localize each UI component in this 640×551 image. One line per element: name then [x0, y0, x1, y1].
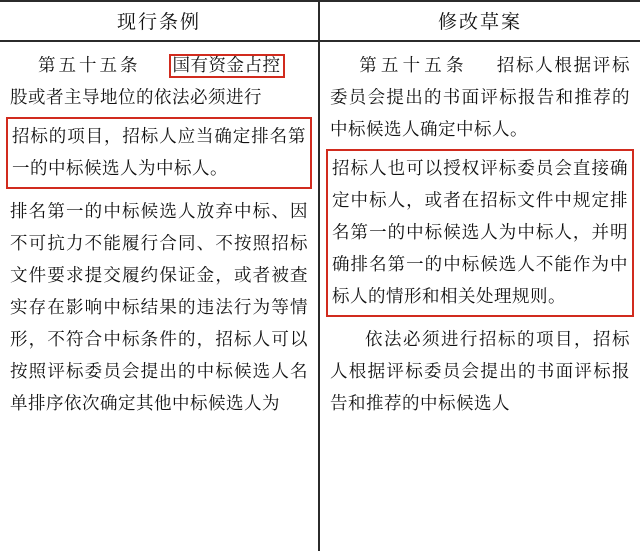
table-top-border-right [320, 0, 640, 2]
paragraph-draft-55-lead-text: 招标人根据评标委员会提出的书面评标报告和推荐的中标候选人确定中标人。 [330, 56, 631, 140]
paragraph-draft-55-lead [330, 50, 630, 146]
highlight-fragment-current: 国有资金占控 [169, 54, 285, 78]
column-header-draft: 修改草案 [320, 0, 640, 42]
column-header-current: 现行条例 [0, 0, 318, 42]
article-number-draft: 第五十五条 [358, 56, 468, 76]
paragraph-article-55-lead-cont: 股或者主导地位的依法必须进行 [10, 88, 262, 108]
column-draft-amendment [320, 0, 640, 551]
article-number-current: 第五十五条 [38, 56, 141, 76]
column-body-current [0, 42, 318, 420]
paragraph-article-55-lead [10, 50, 308, 82]
column-body-draft [320, 42, 640, 420]
paragraph-article-55-rest: 排名第一的中标候选人放弃中标、因不可抗力不能履行合同、不按照招标文件要求提交履约保证金，或者被查实存在影响中标结果的违法行为等情形，不符合中标条件的，招标人可以按照评标委员会提出的中标候选人名单排序依次确定其他中标候选人为 [10, 202, 308, 414]
paragraph-draft-55-rest: 依法必须进行招标的项目，招标人根据评标委员会提出的书面评标报告和推荐的中标候选人 [330, 330, 630, 414]
paragraph-article-55-highlighted: 招标的项目，招标人应当确定排名第一的中标候选人为中标人。 [6, 117, 312, 189]
table-top-border [0, 0, 318, 2]
paragraph-draft-55-highlighted: 招标人也可以授权评标委员会直接确定中标人，或者在招标文件中规定排名第一的中标候选人为中标人，并明确排名第一的中标候选人不能作为中标人的情形和相关处理规则。 [326, 149, 634, 317]
